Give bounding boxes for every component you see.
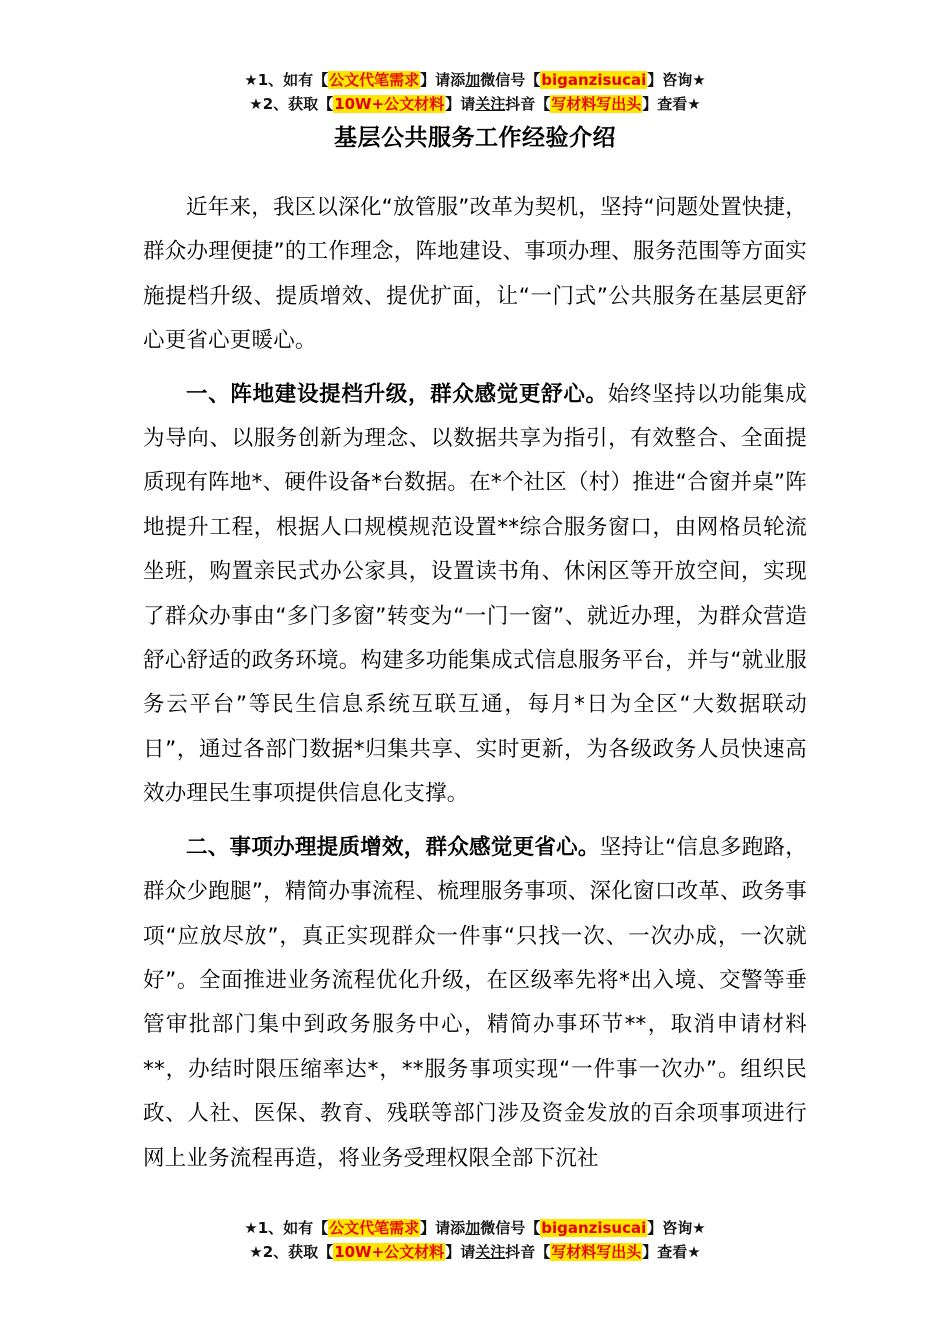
section-2-body: 坚持让“信息多跑路，群众少跑腿”，精简办事流程、梳理服务事项、深化窗口改革、政务事项“应放尽放”，真正实现群众一件事“只找一次、一次办成，一次就好”。全面推进业务流程优化升级，在区级率先将*出入境、交警等垂管审批部门集中到政务服务中心，精简办事环节**，取消申请材料**，办结时限压缩率达*，**服务事项实现“一件事一次办”。组织民政、人社、医保、教育、残联等部门涉及资金发放的百余项事项进行网上业务流程再造，将业务受理权限全部下沉社	[143, 834, 808, 1171]
section-2-paragraph	[143, 826, 807, 1181]
section-1-heading: 一、阵地建设提档升级，群众感觉更舒心。	[186, 381, 608, 407]
promo-line-1	[0, 1216, 950, 1240]
promo-text: 】查看★	[642, 1243, 701, 1261]
promo-text: 】请	[445, 95, 476, 113]
promo-line-1	[0, 68, 950, 92]
promo-text: ★2、获取【	[249, 95, 334, 113]
promo-text: 】咨询★	[647, 71, 706, 89]
highlight-wechat-id: biganzisucai	[541, 71, 647, 89]
highlight-service: 公文代笔需求	[329, 71, 420, 89]
promo-text: 微信号【	[480, 71, 541, 89]
promo-underlined-text: 加	[465, 1219, 481, 1237]
promo-text: 】查看★	[642, 95, 701, 113]
promo-line-2	[0, 92, 950, 116]
highlight-materials: 10W+公文材料	[334, 95, 445, 113]
promo-text: 抖音【	[505, 95, 551, 113]
promo-text: ★1、如有【	[244, 71, 329, 89]
document-title: 基层公共服务工作经验介绍	[334, 125, 616, 151]
promo-text: 】咨询★	[647, 1219, 706, 1237]
section-1-body: 始终坚持以功能集成为导向、以服务创新为理念、以数据共享为指引，有效整合、全面提质现有阵地*、硬件设备*台数据。在*个社区（村）推进“合窗并桌”阵地提升工程，根据人口规模规范设置**综合服务窗口，由网格员轮流坐班，购置亲民式办公家具，设置读书角、休闲区等开放空间，实现了群众办事由“多门多窗”转变为“一门一窗”、就近办理，为群众营造舒心舒适的政务环境。构建多功能集成式信息服务平台，并与“就业服务云平台”等民生信息系统互联互通，每月*日为全区“大数据联动日”，通过各部门数据*归集共享、实时更新，为各级政务人员快速高效办理民生事项提供信息化支撑。	[143, 381, 807, 807]
promo-banner-top	[0, 68, 950, 116]
promo-text: ★2、获取【	[249, 1243, 334, 1261]
highlight-douyin-account: 写材料写出头	[551, 1243, 642, 1261]
promo-text: 微信号【	[480, 1219, 541, 1237]
highlight-materials: 10W+公文材料	[334, 1243, 445, 1261]
promo-underlined-text: 关注	[475, 95, 506, 113]
promo-text: 】请添	[420, 1219, 466, 1237]
highlight-douyin-account: 写材料写出头	[551, 95, 642, 113]
section-1-paragraph	[143, 373, 807, 817]
promo-underlined-text: 关注	[475, 1243, 506, 1261]
promo-text: 】请添	[420, 71, 466, 89]
promo-text: 抖音【	[505, 1243, 551, 1261]
promo-text: ★1、如有【	[244, 1219, 329, 1237]
promo-banner-bottom	[0, 1216, 950, 1264]
promo-text: 】请	[445, 1243, 476, 1261]
promo-underlined-text: 加	[465, 71, 481, 89]
section-2-heading: 二、事项办理提质增效，群众感觉更省心。	[186, 834, 600, 860]
highlight-wechat-id: biganzisucai	[541, 1219, 647, 1237]
promo-line-2	[0, 1240, 950, 1264]
intro-paragraph: 近年来，我区以深化“放管服”改革为契机，坚持“问题处置快捷，群众办理便捷”的工作理念，阵地建设、事项办理、服务范围等方面实施提档升级、提质增效、提优扩面，让“一门式”公共服务在基层更舒心更省心更暖心。	[143, 195, 807, 354]
highlight-service: 公文代笔需求	[329, 1219, 420, 1237]
document-body	[143, 186, 807, 1190]
